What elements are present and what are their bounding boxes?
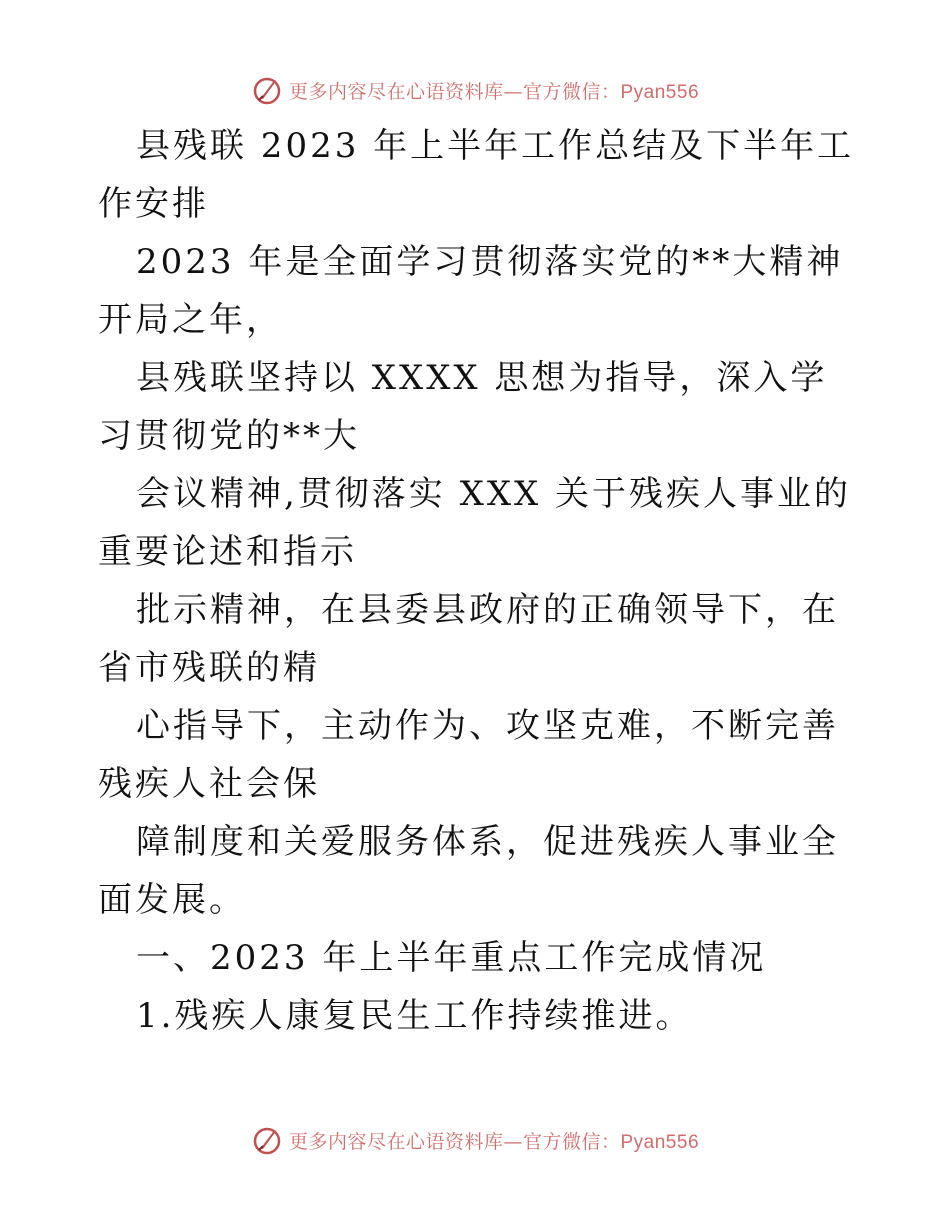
paragraph: 县残联坚持以 XXXX 思想为指导，深入学习贯彻党的**大 [98, 358, 828, 456]
watermark-wechat-id: Pyan556 [620, 81, 700, 103]
watermark-text [289, 77, 699, 104]
watermark-label: 更多内容尽在心语资料库—官方微信： [288, 80, 621, 103]
paragraph: 障制度和关爱服务体系，促进残疾人事业全面发展。 [98, 822, 839, 920]
quill-logo-icon [251, 1124, 283, 1156]
paragraph: 会议精神,贯彻落实 XXX 关于残疾人事业的重要论述和指示 [98, 474, 852, 572]
quill-logo-icon [251, 74, 283, 106]
watermark-footer [0, 1120, 950, 1160]
subsection-heading: 1.残疾人康复民生工作持续推进。 [136, 996, 693, 1036]
paragraph: 心指导下，主动作为、攻坚克难，不断完善残疾人社会保 [98, 706, 839, 804]
watermark-label: 更多内容尽在心语资料库—官方微信： [288, 1130, 621, 1153]
section-heading: 一、2023 年上半年重点工作完成情况 [136, 938, 767, 978]
paragraph: 2023 年是全面学习贯彻落实党的**大精神开局之年， [98, 242, 844, 340]
paragraph: 批示精神，在县委县政府的正确领导下，在省市残联的精 [98, 590, 839, 688]
watermark-text [289, 1127, 699, 1154]
document-body [98, 117, 858, 1045]
document-title: 县残联 2023 年上半年工作总结及下半年工作安排 [98, 126, 855, 224]
watermark-header [0, 70, 950, 110]
watermark-wechat-id: Pyan556 [620, 1131, 700, 1153]
